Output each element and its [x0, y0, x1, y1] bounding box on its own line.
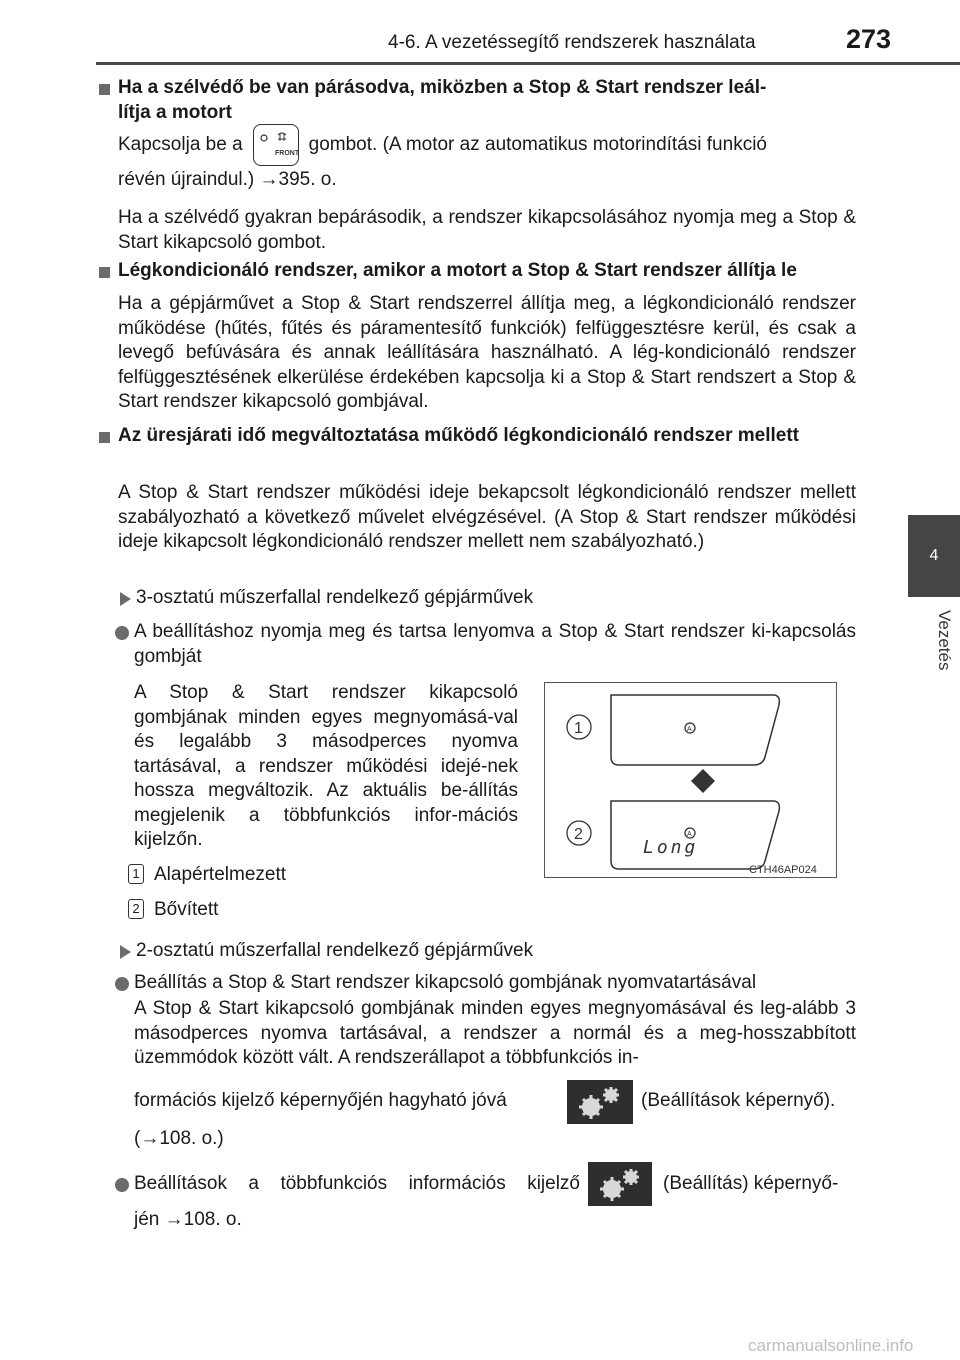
- page-number: 273: [846, 24, 892, 54]
- marker-2-label: 2: [574, 826, 583, 843]
- figure-code: CTH46AP024: [749, 864, 817, 876]
- legend-label: Alapértelmezett: [154, 864, 287, 885]
- heading-bullet-icon: [99, 432, 110, 443]
- circle-bullet-icon: [115, 1178, 129, 1192]
- sub2-line-before: formációs kijelző képernyőjén hagyható jóvá: [134, 1090, 507, 1111]
- section3-heading: Az üresjárati idő megváltoztatása működő légkondicionáló rendszer mellett: [118, 425, 799, 446]
- chapter-name: Vezetés: [935, 610, 954, 671]
- section1-heading-line2: lítja a motort: [118, 101, 233, 123]
- section2-heading: Légkondicionáló rendszer, amikor a motort a Stop & Start rendszer állítja le: [118, 260, 797, 281]
- section1-p1-line2: révén újraindul.) →395. o.: [118, 169, 337, 190]
- sub1-title: 3-osztatú műszerfallal rendelkező gépjárművek: [136, 587, 534, 608]
- marker-1-label: 1: [574, 720, 583, 737]
- front-button-label: FRONT: [274, 150, 298, 157]
- legend-item: [128, 898, 218, 923]
- indicator-1-label: A: [687, 726, 692, 733]
- sub2-bullet1-title: Beállítás a Stop & Start rendszer kikapcsoló gombjának nyomvatartásával: [134, 972, 757, 993]
- sub1-bullet: A beállításhoz nyomja meg és tartsa lenyomva a Stop & Start rendszer ki-kapcsolás gombját: [134, 621, 856, 667]
- section1-heading: [118, 76, 860, 125]
- watermark: carmanualsonline.info: [748, 1336, 914, 1355]
- chapter-number: 4: [929, 547, 939, 564]
- section1-p1-before: Kapcsolja be a: [118, 134, 243, 156]
- legend-number: 2: [128, 899, 144, 919]
- sub2-bullet2-before: Beállítások a többfunkciós információs kijelző: [134, 1173, 580, 1194]
- sub2-title: 2-osztatú műszerfallal rendelkező gépjárművek: [136, 940, 534, 961]
- heading-bullet-icon: [99, 267, 110, 278]
- legend-label: Bővített: [154, 899, 219, 920]
- sub2-line-after: (Beállítások képernyő).: [641, 1090, 836, 1111]
- sub2-ref: (→108. o.): [134, 1128, 224, 1149]
- triangle-bullet-icon: [120, 945, 131, 959]
- display-illustration: [545, 683, 836, 877]
- circle-bullet-icon: [115, 977, 129, 991]
- legend-number: 1: [128, 864, 144, 884]
- section1-paragraph2: Ha a szélvédő gyakran bepárásodik, a rendszer kikapcsolásához nyomja meg a Stop & Start kikapcsoló gombot.: [118, 207, 856, 253]
- settings-gear-icon: [588, 1162, 652, 1206]
- sub1-text: A Stop & Start rendszer kikapcsoló gombjának minden egyes megnyomásá-val és legalább 3 másodperces nyomva tartásával, a rendszer működési idejé-nek hossza megváltozik. Az aktuális be-állítás megjelenik a többfunkciós infor-mációs kijelzőn.: [134, 682, 518, 850]
- section2-paragraph: Ha a gépjárművet a Stop & Start rendszerrel állítja meg, a légkondicionáló rendszer működése (hűtés, fűtés és páramentesítő funkciók) felfüggesztésre kerül, és csak a levegő befúvására és annak leállítására használható. A lég-kondicionáló rendszer felfüggesztésének elkerülése érdekében kapcsolja ki a Stop & Start rendszert a Stop & Start rendszer kikapcsoló gombjával.: [118, 293, 856, 412]
- settings-gear-icon: [567, 1080, 633, 1124]
- section3-paragraph: A Stop & Start rendszer működési ideje bekapcsolt légkondicionáló rendszer mellett szabályozható a következő művelet elvégzésével. (A Stop & Start rendszer működési ideje kikapcsolt légkondicionáló rendszer mellett nem szabályozható.): [118, 482, 856, 552]
- heading-bullet-icon: [99, 84, 110, 95]
- section1-paragraph1: [118, 124, 860, 194]
- circle-bullet-icon: [115, 626, 129, 640]
- idle-time-figure: [544, 682, 837, 878]
- defogger-button-icon: [253, 124, 299, 166]
- long-display-text: Long: [643, 837, 699, 858]
- triangle-bullet-icon: [120, 592, 131, 606]
- chapter-tab: [908, 515, 960, 597]
- sub2-bullet2-line2: jén →108. o.: [134, 1209, 242, 1230]
- indicator-2-label: A: [687, 831, 692, 838]
- section1-p1-after: gombot. (A motor az automatikus motorindítási funkció: [308, 134, 767, 156]
- section-title: 4-6. A vezetéssegítő rendszerek használata: [388, 32, 756, 53]
- sub2-bullet1-text: A Stop & Start kikapcsoló gombjának minden egyes megnyomásával és leg-alább 3 másodperces nyomva tartásával, a rendszer a normál és a meg-hosszabbított üzemmódok között vált. A rendszerállapot a többfunkciós in-: [134, 998, 856, 1068]
- legend-item: [128, 863, 286, 888]
- header-rule: [96, 62, 960, 65]
- section1-heading-line1: Ha a szélvédő be van párásodva, miközben a Stop & Start rendszer leál-: [118, 77, 767, 98]
- sub2-bullet2-after: (Beállítás) képernyő-: [663, 1173, 839, 1194]
